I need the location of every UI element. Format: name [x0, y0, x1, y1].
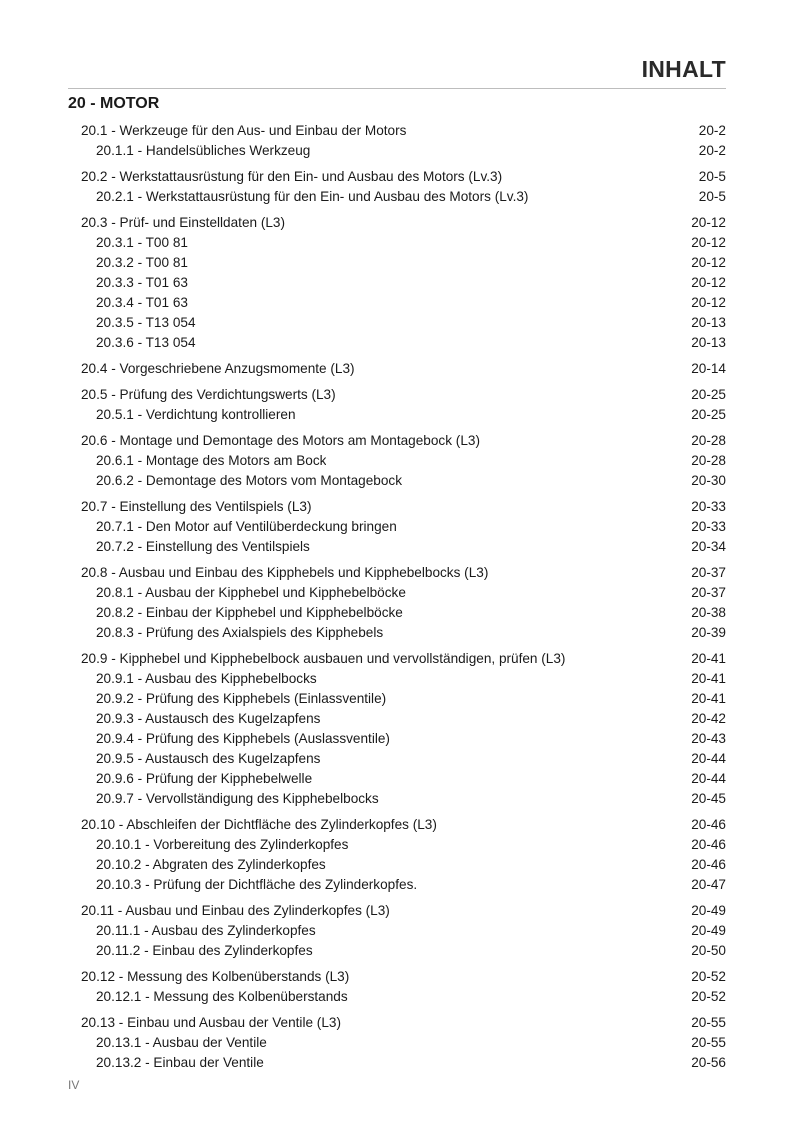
toc-entry-page: 20-30: [691, 473, 726, 488]
toc-section: [81, 901, 726, 961]
toc-entry-page: 20-52: [691, 989, 726, 1004]
toc-entry-label: 20.3.2 - T00 81: [96, 255, 188, 270]
toc-subsection-entry[interactable]: [81, 603, 726, 623]
toc-entry-label: 20.4 - Vorgeschriebene Anzugsmomente (L3): [81, 361, 355, 376]
toc-entry-page: 20-49: [691, 923, 726, 938]
toc-subsection-entry[interactable]: [81, 537, 726, 557]
toc-subsection-entry[interactable]: [81, 333, 726, 353]
toc-section: [81, 431, 726, 491]
toc-entry-label: 20.9.3 - Austausch des Kugelzapfens: [96, 711, 321, 726]
toc-entry-label: 20.3 - Prüf- und Einstelldaten (L3): [81, 215, 286, 230]
toc-entry-page: 20-41: [691, 671, 726, 686]
toc-entry-label: 20.13.2 - Einbau der Ventile: [96, 1055, 264, 1070]
toc-entry-label: 20.6.1 - Montage des Motors am Bock: [96, 453, 327, 468]
toc-entry-page: 20-46: [691, 857, 726, 872]
toc-subsection-entry[interactable]: [81, 187, 726, 207]
toc-subsection-entry[interactable]: [81, 749, 726, 769]
toc-entry-page: 20-13: [691, 335, 726, 350]
toc-entry-page: 20-52: [691, 969, 726, 984]
toc-entry-page: 20-45: [691, 791, 726, 806]
toc-subsection-entry[interactable]: [81, 1053, 726, 1073]
toc-entry-page: 20-42: [691, 711, 726, 726]
toc-entry-page: 20-12: [691, 235, 726, 250]
toc-subsection-entry[interactable]: [81, 1033, 726, 1053]
toc-entry-label: 20.12 - Messung des Kolbenüberstands (L3): [81, 969, 350, 984]
toc-subsection-entry[interactable]: [81, 517, 726, 537]
toc-subsection-entry[interactable]: [81, 875, 726, 895]
toc-section-entry[interactable]: [81, 967, 726, 987]
toc-subsection-entry[interactable]: [81, 855, 726, 875]
toc-entry-page: 20-2: [698, 123, 726, 138]
toc-entry-page: 20-39: [691, 625, 726, 640]
toc-entry-label: 20.9.1 - Ausbau des Kipphebelbocks: [96, 671, 317, 686]
toc-section-entry[interactable]: [81, 901, 726, 921]
toc-entry-page: 20-46: [691, 837, 726, 852]
toc-subsection-entry[interactable]: [81, 471, 726, 491]
toc-entry-page: 20-41: [691, 651, 726, 666]
toc-section-entry[interactable]: [81, 431, 726, 451]
toc-subsection-entry[interactable]: [81, 293, 726, 313]
toc-entry-label: 20.8.2 - Einbau der Kipphebel und Kipphebelböcke: [96, 605, 403, 620]
toc-subsection-entry[interactable]: [81, 709, 726, 729]
toc-entry-label: 20.7.1 - Den Motor auf Ventilüberdeckung bringen: [96, 519, 397, 534]
toc-entry-label: 20.10 - Abschleifen der Dichtfläche des Zylinderkopfes (L3): [81, 817, 437, 832]
toc-entry-label: 20.11 - Ausbau und Einbau des Zylinderkopfes (L3): [81, 903, 390, 918]
toc-entry-label: 20.9.5 - Austausch des Kugelzapfens: [96, 751, 321, 766]
toc-subsection-entry[interactable]: [81, 669, 726, 689]
toc-entry-page: 20-49: [691, 903, 726, 918]
toc-entry-page: 20-55: [691, 1035, 726, 1050]
toc-section-entry[interactable]: [81, 649, 726, 669]
toc-entry-label: 20.3.1 - T00 81: [96, 235, 188, 250]
page-number: IV: [68, 1078, 80, 1092]
toc-section: [81, 359, 726, 379]
toc-entry-label: 20.3.6 - T13 054: [96, 335, 196, 350]
toc-section: [81, 213, 726, 353]
toc-entry-label: 20.9.6 - Prüfung der Kipphebelwelle: [96, 771, 313, 786]
toc-entry-page: 20-13: [691, 315, 726, 330]
toc-entry-page: 20-37: [691, 585, 726, 600]
toc-section: [81, 497, 726, 557]
toc-subsection-entry[interactable]: [81, 141, 726, 161]
toc-section: [81, 385, 726, 425]
toc-entry-page: 20-44: [691, 751, 726, 766]
toc-section-entry[interactable]: [81, 359, 726, 379]
page-header-title: INHALT: [641, 56, 726, 82]
toc-entry-label: 20.9.7 - Vervollständigung des Kipphebelbocks: [96, 791, 379, 806]
toc-entry-label: 20.11.2 - Einbau des Zylinderkopfes: [96, 943, 313, 958]
toc-section-entry[interactable]: [81, 815, 726, 835]
toc-entry-page: 20-14: [691, 361, 726, 376]
toc-entry-label: 20.13 - Einbau und Ausbau der Ventile (L3): [81, 1015, 341, 1030]
toc-subsection-entry[interactable]: [81, 273, 726, 293]
toc-entry-label: 20.6.2 - Demontage des Motors vom Montagebock: [96, 473, 403, 488]
toc-subsection-entry[interactable]: [81, 623, 726, 643]
chapter-title: 20 - MOTOR: [68, 95, 160, 112]
toc-subsection-entry[interactable]: [81, 583, 726, 603]
toc-entry-label: 20.12.1 - Messung des Kolbenüberstands: [96, 989, 348, 1004]
toc-entry-label: 20.3.5 - T13 054: [96, 315, 196, 330]
toc-section-entry[interactable]: [81, 213, 726, 233]
toc-subsection-entry[interactable]: [81, 689, 726, 709]
toc-entry-label: 20.13.1 - Ausbau der Ventile: [96, 1035, 267, 1050]
toc-section-entry[interactable]: [81, 167, 726, 187]
toc-entry-label: 20.11.1 - Ausbau des Zylinderkopfes: [96, 923, 316, 938]
toc-subsection-entry[interactable]: [81, 835, 726, 855]
toc-entry-page: 20-12: [691, 295, 726, 310]
toc-entry-page: 20-41: [691, 691, 726, 706]
toc-subsection-entry[interactable]: [81, 921, 726, 941]
toc-subsection-entry[interactable]: [81, 729, 726, 749]
toc-section: [81, 167, 726, 207]
toc-section: [81, 1013, 726, 1073]
toc-entry-label: 20.5 - Prüfung des Verdichtungswerts (L3): [81, 387, 336, 402]
toc-entry-page: 20-33: [691, 519, 726, 534]
toc-section-entry[interactable]: [81, 497, 726, 517]
toc-entry-page: 20-5: [698, 169, 726, 184]
toc-entry-page: 20-55: [691, 1015, 726, 1030]
toc-entry-label: 20.9 - Kipphebel und Kipphebelbock ausbauen und vervollständigen, prüfen (L3): [81, 651, 566, 666]
toc-entry-page: 20-56: [691, 1055, 726, 1070]
toc-entry-label: 20.1.1 - Handelsübliches Werkzeug: [96, 143, 311, 158]
toc-entry-label: 20.2 - Werkstattausrüstung für den Ein- und Ausbau des Motors (Lv.3): [81, 169, 503, 184]
toc-section: [81, 563, 726, 643]
toc-entry-page: 20-33: [691, 499, 726, 514]
toc-entry-label: 20.6 - Montage und Demontage des Motors am Montagebock (L3): [81, 433, 480, 448]
toc-entry-page: 20-25: [691, 407, 726, 422]
toc-entry-label: 20.7 - Einstellung des Ventilspiels (L3): [81, 499, 312, 514]
toc-entry-label: 20.8.1 - Ausbau der Kipphebel und Kipphebelböcke: [96, 585, 406, 600]
toc-entry-label: 20.9.4 - Prüfung des Kipphebels (Auslassventile): [96, 731, 390, 746]
toc-entry-label: 20.5.1 - Verdichtung kontrollieren: [96, 407, 296, 422]
toc-entry-page: 20-37: [691, 565, 726, 580]
toc-entry-label: 20.8 - Ausbau und Einbau des Kipphebels und Kipphebelbocks (L3): [81, 565, 489, 580]
toc-entry-page: 20-25: [691, 387, 726, 402]
toc-entry-page: 20-50: [691, 943, 726, 958]
toc-entry-label: 20.3.3 - T01 63: [96, 275, 188, 290]
toc-section: [81, 815, 726, 895]
toc-entry-page: 20-12: [691, 255, 726, 270]
toc-subsection-entry[interactable]: [81, 789, 726, 809]
toc-section: [81, 967, 726, 1007]
toc-entry-page: 20-46: [691, 817, 726, 832]
toc-section-entry[interactable]: [81, 1013, 726, 1033]
toc-entry-label: 20.9.2 - Prüfung des Kipphebels (Einlassventile): [96, 691, 387, 706]
toc-subsection-entry[interactable]: [81, 405, 726, 425]
toc-entry-page: 20-12: [691, 275, 726, 290]
toc-entry-label: 20.10.2 - Abgraten des Zylinderkopfes: [96, 857, 326, 872]
toc-section-entry[interactable]: [81, 121, 726, 141]
toc-subsection-entry[interactable]: [81, 313, 726, 333]
table-of-contents: [81, 121, 726, 1079]
toc-entry-page: 20-34: [691, 539, 726, 554]
header-divider: [68, 88, 726, 89]
toc-entry-label: 20.2.1 - Werkstattausrüstung für den Ein- und Ausbau des Motors (Lv.3): [96, 189, 529, 204]
toc-entry-label: 20.10.3 - Prüfung der Dichtfläche des Zylinderkopfes.: [96, 877, 418, 892]
toc-entry-page: 20-5: [698, 189, 726, 204]
toc-entry-page: 20-28: [691, 453, 726, 468]
toc-entry-label: 20.1 - Werkzeuge für den Aus- und Einbau der Motors: [81, 123, 407, 138]
toc-section: [81, 649, 726, 809]
toc-subsection-entry[interactable]: [81, 253, 726, 273]
toc-entry-label: 20.10.1 - Vorbereitung des Zylinderkopfes: [96, 837, 349, 852]
toc-entry-page: 20-43: [691, 731, 726, 746]
toc-entry-page: 20-47: [691, 877, 726, 892]
toc-entry-label: 20.3.4 - T01 63: [96, 295, 188, 310]
toc-entry-page: 20-44: [691, 771, 726, 786]
toc-section-entry[interactable]: [81, 563, 726, 583]
toc-subsection-entry[interactable]: [81, 233, 726, 253]
toc-section-entry[interactable]: [81, 385, 726, 405]
toc-subsection-entry[interactable]: [81, 987, 726, 1007]
toc-section: [81, 121, 726, 161]
toc-entry-page: 20-38: [691, 605, 726, 620]
toc-entry-page: 20-2: [698, 143, 726, 158]
toc-entry-label: 20.8.3 - Prüfung des Axialspiels des Kipphebels: [96, 625, 384, 640]
toc-entry-label: 20.7.2 - Einstellung des Ventilspiels: [96, 539, 310, 554]
toc-subsection-entry[interactable]: [81, 941, 726, 961]
toc-subsection-entry[interactable]: [81, 769, 726, 789]
toc-subsection-entry[interactable]: [81, 451, 726, 471]
toc-entry-page: 20-12: [691, 215, 726, 230]
toc-entry-page: 20-28: [691, 433, 726, 448]
